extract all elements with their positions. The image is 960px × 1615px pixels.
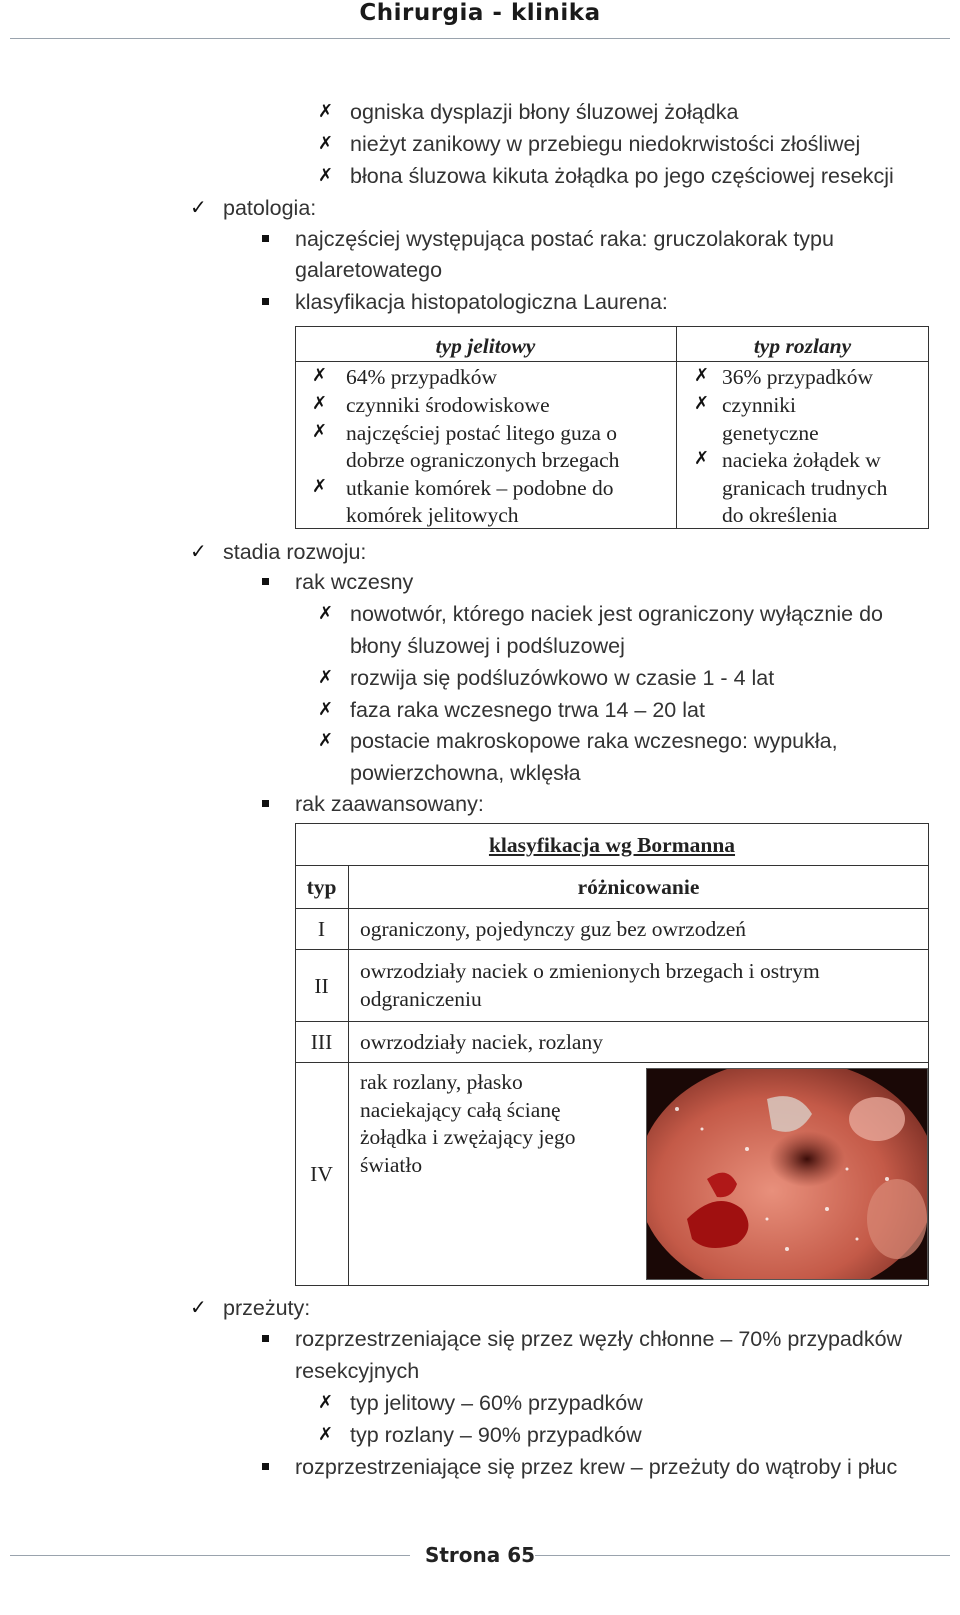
cross-bullet-icon: ✗ xyxy=(318,133,334,154)
cross-bullet-icon: ✗ xyxy=(318,603,334,624)
bormann-row-type: IV xyxy=(310,1162,333,1186)
square-bullet-icon xyxy=(262,1335,269,1342)
page-header-title: Chirurgia - klinika xyxy=(359,0,601,26)
cross-bullet-icon: ✗ xyxy=(694,365,710,386)
section-label-przezuty: przeżuty: xyxy=(223,1296,311,1320)
table-column-divider xyxy=(348,865,349,1286)
list-item: najczęściej występująca postać raka: gruczolakorak typu xyxy=(295,227,834,251)
table-cell-line: genetyczne xyxy=(722,421,819,445)
bormann-row-description: naciekający całą ścianę xyxy=(360,1098,561,1122)
square-bullet-icon xyxy=(262,578,269,585)
endoscopy-illustration xyxy=(647,1069,928,1280)
bormann-row-description: owrzodziały naciek o zmienionych brzegach i ostrym xyxy=(360,959,820,983)
bormann-row-description: owrzodziały naciek, rozlany xyxy=(360,1030,603,1054)
list-item-continuation: błony śluzowej i podśluzowej xyxy=(350,634,625,658)
lauren-header-intestinal: typ jelitowy xyxy=(435,334,536,358)
bormann-header-differentiation: różnicowanie xyxy=(577,875,700,899)
bormann-row-description: żołądka i zwężający jego xyxy=(360,1125,576,1149)
endoscopy-image xyxy=(646,1068,928,1280)
list-item: ogniska dysplazji błony śluzowej żołądka xyxy=(350,100,739,124)
list-item: faza raka wczesnego trwa 14 – 20 lat xyxy=(350,698,705,722)
bormann-table-title: klasyfikacja wg Bormanna xyxy=(488,833,736,857)
check-icon: ✓ xyxy=(190,195,207,219)
list-item-continuation: resekcyjnych xyxy=(295,1359,420,1383)
table-cell-line: dobrze ograniczonych brzegach xyxy=(346,448,620,472)
header-divider xyxy=(10,38,950,39)
bormann-header-type: typ xyxy=(306,875,337,899)
table-row-divider xyxy=(295,908,929,909)
table-row-divider xyxy=(295,1021,929,1022)
list-item-continuation: powierzchowna, wklęsła xyxy=(350,761,581,785)
list-item: postacie makroskopowe raka wczesnego: wypukła, xyxy=(350,729,838,753)
square-bullet-icon xyxy=(262,800,269,807)
table-cell-line: komórek jelitowych xyxy=(346,503,519,527)
cross-bullet-icon: ✗ xyxy=(318,667,334,688)
bormann-row-description: światło xyxy=(360,1153,423,1177)
list-item: rak zaawansowany: xyxy=(295,792,484,816)
cross-bullet-icon: ✗ xyxy=(318,699,334,720)
section-label-stadia: stadia rozwoju: xyxy=(223,540,367,564)
list-item: nowotwór, którego naciek jest ograniczony wyłącznie do xyxy=(350,602,884,626)
cross-bullet-icon: ✗ xyxy=(312,421,328,442)
list-item: rozprzestrzeniające się przez krew – przeżuty do wątroby i płuc xyxy=(295,1455,898,1479)
bormann-row-type: I xyxy=(317,917,326,941)
bormann-row-description: ograniczony, pojedynczy guz bez owrzodzeń xyxy=(360,917,747,941)
table-row-divider xyxy=(295,865,929,866)
bormann-row-description: odgraniczeniu xyxy=(360,987,482,1011)
list-item: rozprzestrzeniające się przez węzły chłonne – 70% przypadków xyxy=(295,1327,903,1351)
table-cell-line: nacieka żołądek w xyxy=(722,448,881,472)
bormann-row-type: III xyxy=(310,1030,333,1054)
lauren-header-diffuse: typ rozlany xyxy=(753,334,852,358)
cross-bullet-icon: ✗ xyxy=(312,476,328,497)
list-item: nieżyt zanikowy w przebiegu niedokrwistości złośliwej xyxy=(350,132,861,156)
list-item-continuation: galaretowatego xyxy=(295,258,443,282)
table-cell-line: najczęściej postać litego guza o xyxy=(346,421,618,445)
table-row-divider xyxy=(295,949,929,950)
cross-bullet-icon: ✗ xyxy=(694,393,710,414)
table-cell-line: 64% przypadków xyxy=(346,365,498,389)
square-bullet-icon xyxy=(262,235,269,242)
table-cell-line: granicach trudnych xyxy=(722,476,888,500)
cross-bullet-icon: ✗ xyxy=(318,1424,334,1445)
list-item: rak wczesny xyxy=(295,570,414,594)
list-item: typ jelitowy – 60% przypadków xyxy=(350,1391,643,1415)
table-header-divider xyxy=(295,361,929,362)
table-row-divider xyxy=(295,1062,929,1063)
table-cell-line: utkanie komórek – podobne do xyxy=(346,476,614,500)
list-item: klasyfikacja histopatologiczna Laurena: xyxy=(295,290,668,314)
square-bullet-icon xyxy=(262,298,269,305)
check-icon: ✓ xyxy=(190,539,207,563)
list-item: rozwija się podśluzówkowo w czasie 1 - 4 lat xyxy=(350,666,775,690)
bormann-row-type: II xyxy=(314,974,329,998)
cross-bullet-icon: ✗ xyxy=(318,730,334,751)
square-bullet-icon xyxy=(262,1463,269,1470)
bormann-row-description: rak rozlany, płasko xyxy=(360,1070,523,1094)
cross-bullet-icon: ✗ xyxy=(318,165,334,186)
list-item: typ rozlany – 90% przypadków xyxy=(350,1423,642,1447)
section-label-patologia: patologia: xyxy=(223,196,317,220)
table-cell-line: 36% przypadków xyxy=(722,365,874,389)
table-cell-line: czynniki xyxy=(722,393,797,417)
cross-bullet-icon: ✗ xyxy=(318,101,334,122)
cross-bullet-icon: ✗ xyxy=(312,393,328,414)
page-number: Strona 65 xyxy=(424,1543,536,1567)
cross-bullet-icon: ✗ xyxy=(312,365,328,386)
cross-bullet-icon: ✗ xyxy=(318,1392,334,1413)
check-icon: ✓ xyxy=(190,1295,207,1319)
table-cell-line: czynniki środowiskowe xyxy=(346,393,550,417)
list-item: błona śluzowa kikuta żołądka po jego częściowej resekcji xyxy=(350,164,894,188)
cross-bullet-icon: ✗ xyxy=(694,448,710,469)
table-cell-line: do określenia xyxy=(722,503,838,527)
